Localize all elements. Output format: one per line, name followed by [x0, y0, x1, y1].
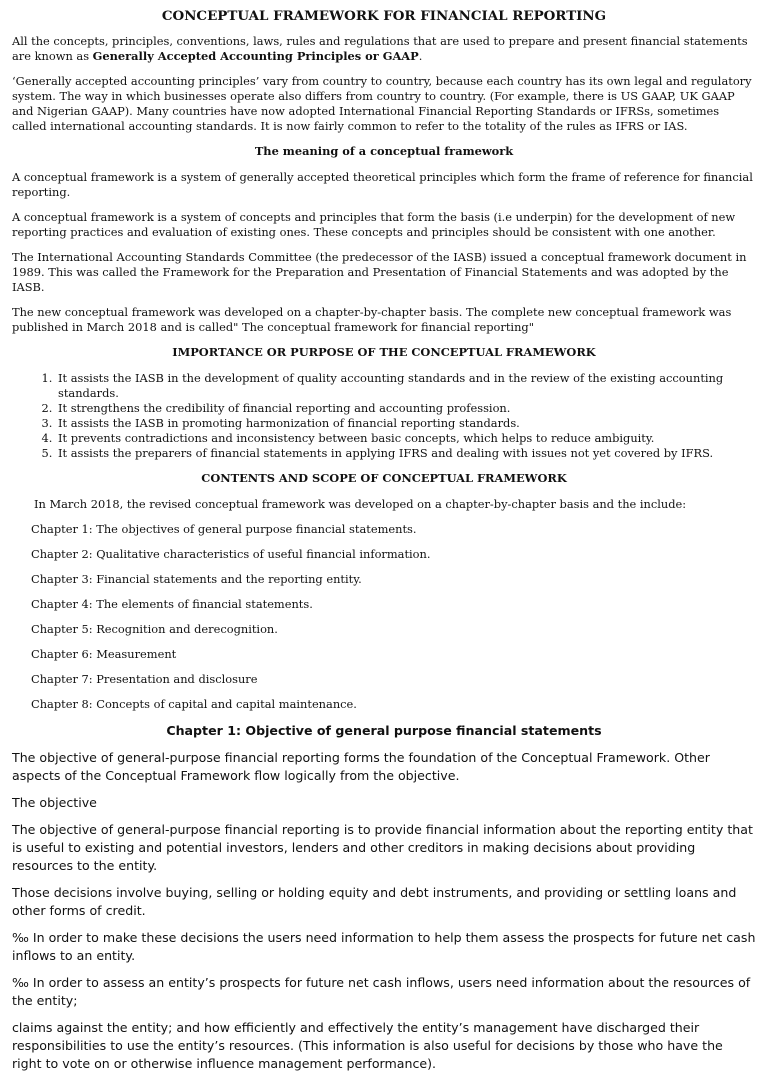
chapter-item: Chapter 3: Financial statements and the reporting entity.: [31, 572, 362, 586]
list-item: 5. It assists the preparers of financial statements in applying IFRS and dealing with issues not yet covered by IFRS.: [56, 446, 756, 461]
chapter1-paragraph: ‰ In order to make these decisions the users need information to help them assess the prospects for future net cash inflows to an entity.: [12, 930, 756, 963]
chapter-item: Chapter 5: Recognition and derecognition.: [31, 622, 278, 636]
chapter1-paragraph: The objective of general-purpose financial reporting forms the foundation of the Conceptual Framework. Other aspects of the Conceptual Framework flow logically from the objective.: [12, 750, 710, 783]
chapter-item: Chapter 2: Qualitative characteristics of useful financial information.: [31, 547, 431, 561]
chapter1-paragraph: claims against the entity; and how efficiently and effectively the entity’s management have discharged their responsibilities to use the entity’s resources. (This information is also useful for decisions by those who have the right to vote on or otherwise influence management performance).: [12, 1020, 723, 1071]
chapter1-paragraph: ‰ In order to assess an entity’s prospects for future net cash inflows, users need information about the resources of the entity;: [12, 975, 751, 1008]
intro-text-end: .: [418, 49, 423, 63]
intro-text: All the concepts, principles, conventions, laws, rules and regulations that are used to prepare and present financial statements are known as: [12, 34, 748, 63]
importance-list: [12, 371, 756, 461]
chapter-item: Chapter 6: Measurement: [31, 647, 177, 661]
chapter1-heading: Chapter 1: Objective of general purpose financial statements: [166, 723, 602, 738]
chapter1-paragraph: Those decisions involve buying, selling or holding equity and debt instruments, and providing or settling loans and other forms of credit.: [12, 885, 737, 918]
meaning-paragraph: A conceptual framework is a system of concepts and principles that form the basis (i.e underpin) for the development of new reporting practices and evaluation of existing ones. These concepts and principles should be consistent with one another.: [12, 210, 736, 239]
document-title: CONCEPTUAL FRAMEWORK FOR FINANCIAL REPORTING: [161, 8, 607, 24]
serif-section: [12, 34, 756, 712]
gaap-bold-term: Generally Accepted Accounting Principles or GAAP: [92, 49, 419, 63]
gaap-paragraph: ‘Generally accepted accounting principles’ vary from country to country, because each country has its own legal and regulatory system. The way in which businesses operate also differs from country to country. (For example, there is US GAAP, UK GAAP and Nigerian GAAP). Many countries have now adopted International Financial Reporting Standards or IFRSs, sometimes called international accounting standards. It is now fairly common to refer to the totality of the rules as IFRS or IAS.: [12, 74, 752, 133]
contents-heading: CONTENTS AND SCOPE OF CONCEPTUAL FRAMEWORK: [201, 471, 567, 485]
chapter-item: Chapter 4: The elements of financial statements.: [31, 597, 313, 611]
contents-intro: In March 2018, the revised conceptual framework was developed on a chapter-by-chapter basis and the include:: [34, 497, 687, 511]
chapter-item: Chapter 8: Concepts of capital and capital maintenance.: [31, 697, 357, 711]
sans-section: [12, 722, 756, 1073]
meaning-paragraph: The new conceptual framework was developed on a chapter-by-chapter basis. The complete new conceptual framework was published in March 2018 and is called" The conceptual framework for financial reporting": [12, 305, 732, 334]
chapter1-paragraph: The objective of general-purpose financial reporting is to provide financial information about the reporting entity that is useful to existing and potential investors, lenders and other creditors in making decisions about providing resources to the entity.: [12, 822, 753, 873]
chapter-item: Chapter 1: The objectives of general purpose financial statements.: [31, 522, 417, 536]
meaning-paragraph: A conceptual framework is a system of generally accepted theoretical principles which form the frame of reference for financial reporting.: [12, 170, 753, 199]
chapter1-subheading: The objective: [12, 795, 97, 810]
meaning-heading: The meaning of a conceptual framework: [254, 144, 514, 158]
intro-paragraph: [12, 34, 756, 64]
list-item: 3. It assists the IASB in promoting harmonization of financial reporting standards.: [56, 416, 756, 431]
list-item: 1. It assists the IASB in the development of quality accounting standards and in the review of the existing accounting standards.: [56, 371, 756, 401]
importance-heading: IMPORTANCE OR PURPOSE OF THE CONCEPTUAL FRAMEWORK: [172, 345, 596, 359]
meaning-paragraph: The International Accounting Standards Committee (the predecessor of the IASB) issued a conceptual framework document in 1989. This was called the Framework for the Preparation and Presentation of Financial Statements and was adopted by the IASB.: [12, 250, 747, 294]
chapter-item: Chapter 7: Presentation and disclosure: [31, 672, 258, 686]
list-item: 4. It prevents contradictions and inconsistency between basic concepts, which helps to reduce ambiguity.: [56, 431, 756, 446]
list-item: 2. It strengthens the credibility of financial reporting and accounting profession.: [56, 401, 756, 416]
